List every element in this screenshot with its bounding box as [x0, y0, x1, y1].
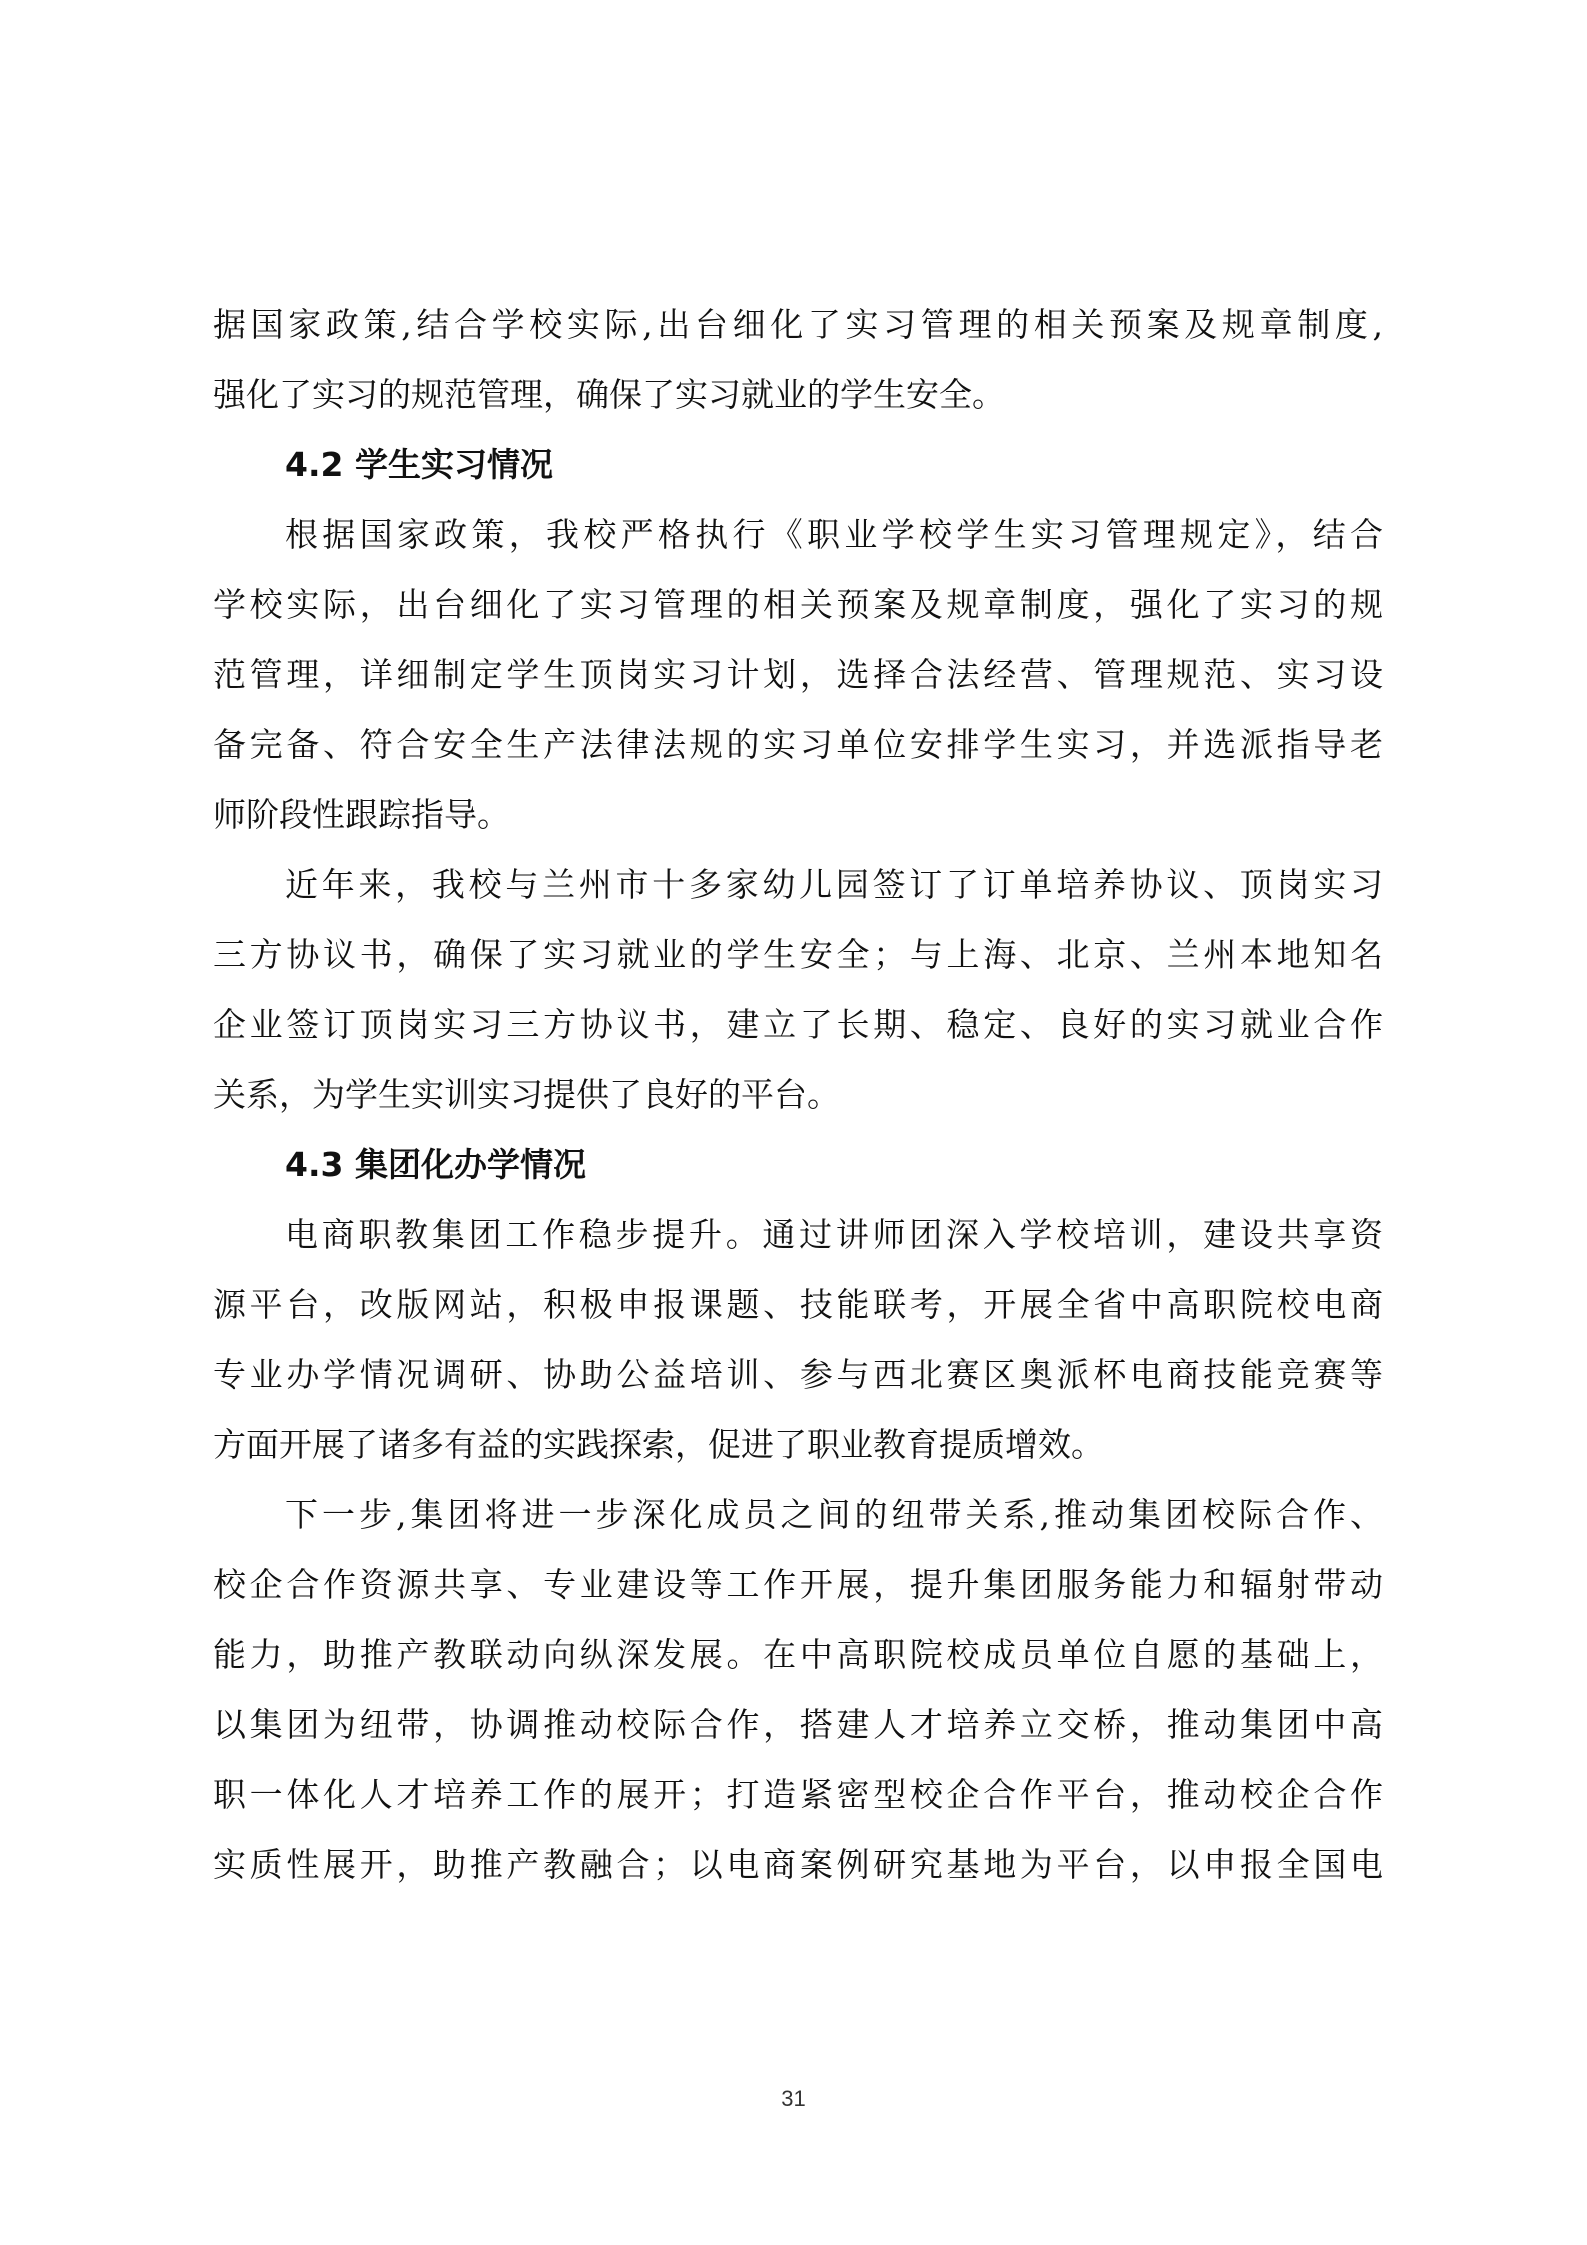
paragraph-line: 师阶段性跟踪指导。: [213, 795, 510, 834]
paragraph-line: 强化了实习的规范管理，确保了实习就业的学生安全。: [213, 375, 1005, 414]
section-heading: 4.3 集团化办学情况: [285, 1145, 586, 1184]
paragraph-line: 备完备、符合安全生产法律法规的实习单位安排学生实习，并选派指导老: [213, 725, 1383, 764]
paragraph-line: 校企合作资源共享、专业建设等工作开展，提升集团服务能力和辐射带动: [213, 1565, 1383, 1604]
paragraph-line: 范管理，详细制定学生顶岗实习计划，选择合法经营、管理规范、实习设: [213, 655, 1383, 694]
paragraph-line: 能力，助推产教联动向纵深发展。在中高职院校成员单位自愿的基础上，: [213, 1635, 1383, 1674]
paragraph-line: 学校实际，出台细化了实习管理的相关预案及规章制度，强化了实习的规: [213, 585, 1383, 624]
paragraph-line: 方面开展了诸多有益的实践探索，促进了职业教育提质增效。: [213, 1425, 1104, 1464]
paragraph-line: 企业签订顶岗实习三方协议书，建立了长期、稳定、良好的实习就业合作: [213, 1005, 1383, 1044]
paragraph-line: 根据国家政策，我校严格执行《职业学校学生实习管理规定》，结合: [285, 515, 1383, 554]
paragraph-line: 电商职教集团工作稳步提升。通过讲师团深入学校培训，建设共享资: [285, 1215, 1383, 1254]
page-number: 31: [781, 2086, 806, 2111]
paragraph-line: 关系，为学生实训实习提供了良好的平台。: [213, 1075, 840, 1114]
paragraph-line: 以集团为纽带，协调推动校际合作，搭建人才培养立交桥，推动集团中高: [213, 1705, 1383, 1744]
paragraph-line: 专业办学情况调研、协助公益培训、参与西北赛区奥派杯电商技能竞赛等: [213, 1355, 1383, 1394]
paragraph-line: 下一步,集团将进一步深化成员之间的纽带关系,推动集团校际合作、: [285, 1495, 1383, 1534]
paragraph-line: 实质性展开，助推产教融合；以电商案例研究基地为平台，以申报全国电: [213, 1845, 1383, 1884]
paragraph-line: 据国家政策,结合学校实际,出台细化了实习管理的相关预案及规章制度,: [213, 305, 1383, 344]
paragraph-line: 职一体化人才培养工作的展开；打造紧密型校企合作平台，推动校企合作: [213, 1775, 1383, 1814]
paragraph-line: 三方协议书，确保了实习就业的学生安全；与上海、北京、兰州本地知名: [213, 935, 1383, 974]
section-heading: 4.2 学生实习情况: [285, 445, 553, 484]
paragraph-line: 源平台，改版网站，积极申报课题、技能联考，开展全省中高职院校电商: [213, 1285, 1383, 1324]
paragraph-line: 近年来，我校与兰州市十多家幼儿园签订了订单培养协议、顶岗实习: [285, 865, 1383, 904]
page-body: [213, 290, 1383, 1900]
